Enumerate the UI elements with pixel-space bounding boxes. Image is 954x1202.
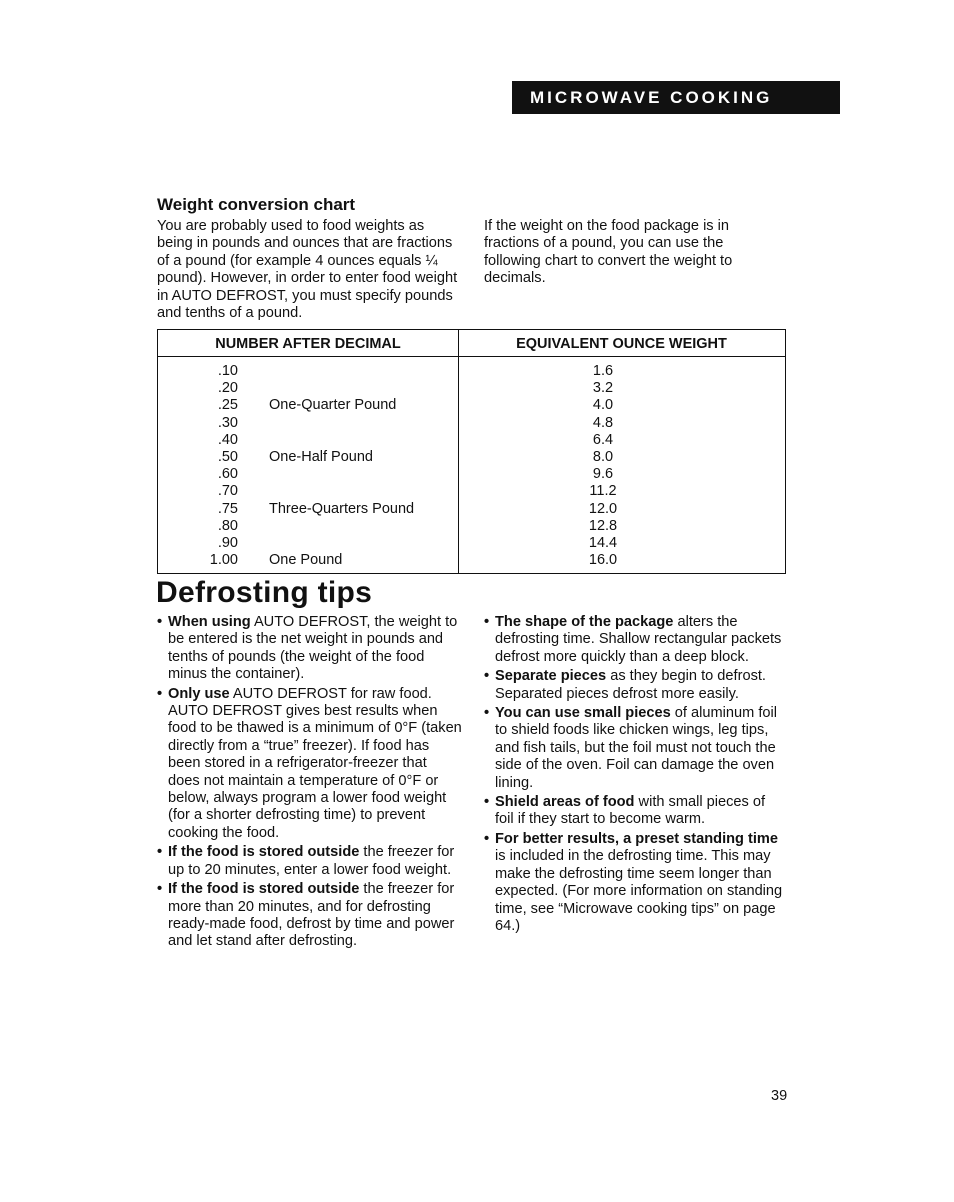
tip-text: the freezer for more than 20 minutes, and for defrosting ready-made food, defrost by time and power and let stand after defrosting. [168,881,455,950]
decimal-value: .80 [217,517,238,534]
tip-text: with small pieces of foil if they start to become warm. [495,794,766,828]
weight-chart-title: Weight conversion chart [157,195,356,214]
tip-lead: You can use small pieces [495,705,671,722]
ounce-value: 6.4 [592,431,614,448]
ounce-value: 4.0 [592,397,614,414]
table-row [158,552,785,569]
ounce-value: 12.0 [588,500,618,517]
decimal-value: .40 [217,431,238,448]
ounce-value: 11.2 [589,483,617,500]
bullet-icon: • [157,881,163,898]
bullet-icon: • [157,685,163,702]
tip-text: AUTO DEFROST, the weight to be entered is the net weight in pounds and tenths of pounds (the weight of the food minus the container). [168,614,458,683]
tip-item [484,705,784,792]
page-number: 39 [771,1088,788,1104]
tip-item [157,844,462,879]
table-row [158,535,785,552]
tip-text: of aluminum foil to shield foods like chicken wings, leg tips, and fish tails, but the foil must not touch the side of the oven. Foil can damage the oven lining. [495,705,778,791]
decimal-value: .50 [217,448,238,465]
tip-lead: If the food is stored outside [168,881,360,898]
tip-text: alters the defrosting time. Shallow rectangular packets defrost more quickly than a deep block. [495,614,782,665]
tip-text: is included in the defrosting time. This may make the defrosting time seem longer than expected. (For more information on standing time, see “Microwave cooking tips” on page 64.) [495,848,783,934]
bullet-icon: • [484,830,490,847]
bullet-icon: • [484,614,490,630]
table-body [158,363,785,569]
table-row [158,363,785,380]
fraction-label: One Pound [269,552,343,569]
table-row [158,518,785,535]
table-row [158,380,785,397]
table-row [158,449,785,466]
ounce-value: 3.2 [592,380,614,397]
bullet-icon: • [157,614,163,630]
tip-item [484,831,784,935]
table-row [158,415,785,432]
ounce-value: 9.6 [592,466,614,483]
bullet-icon: • [484,668,490,685]
decimal-value: .60 [217,466,238,483]
decimal-value: .25 [217,397,238,414]
defrosting-tips-heading: Defrosting tips [156,576,373,609]
tip-text: as they begin to defrost. Separated pieces defrost more easily. [495,668,766,702]
col-header-decimal: NUMBER AFTER DECIMAL [158,330,458,357]
section-banner: MICROWAVE COOKING [512,81,840,114]
tip-lead: Only use [168,685,230,702]
weight-chart-intro-right: If the weight on the food package is in fractions of a pound, you can use the following chart to convert the weight to decimals. [484,218,733,287]
tip-item [157,881,462,951]
tip-item [157,686,462,843]
ounce-value: 12.8 [588,517,618,534]
ounce-value: 16.0 [588,552,618,569]
tip-item [484,794,784,829]
weight-conversion-table [157,329,786,574]
col-header-ounces: EQUIVALENT OUNCE WEIGHT [458,330,785,357]
fraction-label: One-Quarter Pound [269,397,397,414]
table-row [158,397,785,414]
fraction-label: Three-Quarters Pound [269,500,415,517]
defrosting-tips-left-list [157,614,462,953]
table-row [158,483,785,500]
defrosting-tips-right-list [484,614,784,937]
decimal-value: .20 [217,380,238,397]
decimal-value: .75 [217,500,238,517]
table-row [158,466,785,483]
ounce-value: 4.8 [592,414,614,431]
tip-lead: Separate pieces [495,668,607,685]
tip-item [484,668,784,703]
decimal-value: .30 [217,414,238,431]
fraction-label: One-Half Pound [269,448,373,465]
tip-text: the freezer for up to 20 minutes, enter a lower food weight. [168,844,455,878]
ounce-value: 14.4 [588,534,618,551]
bullet-icon: • [484,794,490,811]
decimal-value: .90 [217,534,238,551]
ounce-value: 8.0 [592,448,614,465]
table-row [158,501,785,518]
tip-lead: If the food is stored outside [168,844,360,861]
tip-lead: The shape of the package [495,614,674,630]
tip-item [484,614,784,666]
weight-chart-intro-left: You are probably used to food weights as being in pounds and ounces that are fractions of a pound (for example 4 ounces equals ¼ pound). However, in order to enter food weight in AUTO DEFROST, you must specify pounds and tenths of a pound. [157,218,458,322]
bullet-icon: • [484,705,490,722]
ounce-value: 1.6 [592,363,614,379]
tip-text: AUTO DEFROST for raw food. AUTO DEFROST gives best results when food to be thawed is a minimum of 0°F (taken directly from a “true” freezer). If food has been stored in a refrigerator-freezer that does not maintain a temperature of 0°F or below, always program a lower food weight (for a shorter defrosting time) to prevent cooking the food. [168,685,462,841]
tip-item [157,614,462,684]
decimal-value: .10 [217,363,238,379]
decimal-value: .70 [217,483,238,500]
bullet-icon: • [157,844,163,861]
table-row [158,432,785,449]
tip-lead: When using [168,614,251,630]
tip-lead: Shield areas of food [495,794,635,811]
decimal-value: 1.00 [209,552,238,569]
tip-lead: For better results, a preset standing time [495,830,779,847]
